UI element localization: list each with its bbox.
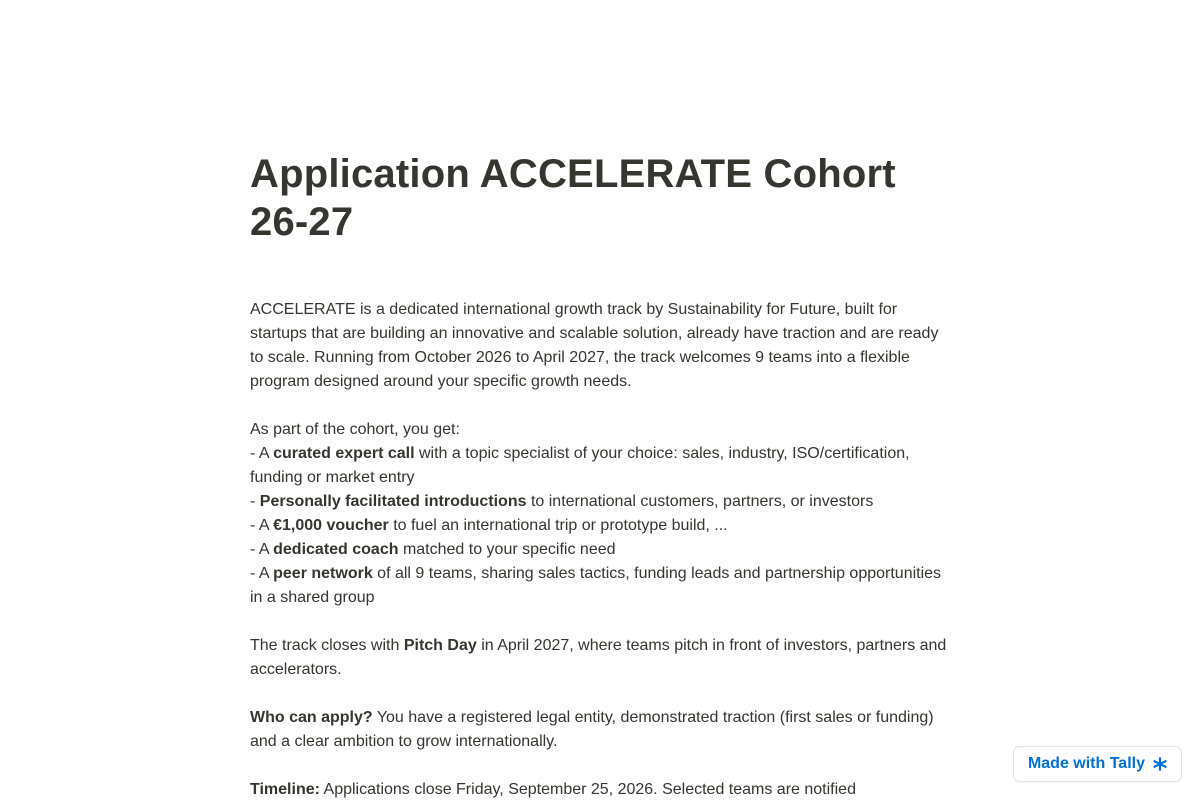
benefit-prefix: - A [250,565,274,582]
benefit-item [250,538,950,562]
benefit-item [250,514,950,538]
badge-label: Made with Tally [1027,755,1145,772]
benefit-prefix: - A [250,541,274,558]
benefit-text: of all 9 teams, sharing sales tactics, funding leads and partnership opportunities in a shared group [250,565,942,606]
pitch-text-before: The track closes with [250,637,404,654]
pitch-text-after: in April 2027, where teams pitch in front of investors, partners and accelerators. [250,637,947,678]
benefits-block [250,418,950,610]
benefit-item [250,442,950,490]
timeline-text: Applications close Friday, September 25, 2026. Selected teams are notified [319,781,856,798]
benefit-bold: €1,000 voucher [273,517,389,534]
benefit-text: matched to your specific need [398,541,616,558]
benefits-heading: As part of the cohort, you get: [250,421,460,438]
benefit-item [250,562,950,610]
tally-asterisk-icon [1153,757,1167,771]
benefit-prefix: - [250,493,260,510]
benefit-prefix: - A [250,445,274,462]
intro-paragraph: ACCELERATE is a dedicated international growth track by Sustainability for Future, built for startups that are building an innovative and scalable solution, already have traction and are ready to scale. Running from October 2026 to April 2027, the track welcomes 9 teams into a flexible program designed around your specific growth needs. [250,301,939,390]
pitch-bold: Pitch Day [403,637,477,654]
who-bold: Who can apply? [250,709,373,726]
benefit-text: with a topic specialist of your choice: sales, industry, ISO/certification, funding or market entry [250,445,910,486]
who-text: You have a registered legal entity, demonstrated traction (first sales or funding) and a clear ambition to grow internationally. [250,709,934,750]
benefit-text: to fuel an international trip or prototype build, ... [388,517,728,534]
benefit-prefix: - A [250,517,274,534]
benefit-bold: peer network [273,565,373,582]
benefit-item [250,490,950,514]
timeline-bold: Timeline: [250,781,320,798]
timeline-paragraph [250,778,950,800]
form-title: Application ACCELERATE Cohort 26-27 [250,152,896,244]
made-with-tally-badge[interactable] [1013,746,1182,782]
form-description [250,298,950,800]
form-content [250,150,950,800]
benefit-text: to international customers, partners, or investors [526,493,874,510]
benefit-bold: curated expert call [273,445,415,462]
benefit-bold: dedicated coach [273,541,399,558]
who-paragraph [250,706,950,754]
pitch-paragraph [250,634,950,682]
benefit-bold: Personally facilitated introductions [259,493,527,510]
